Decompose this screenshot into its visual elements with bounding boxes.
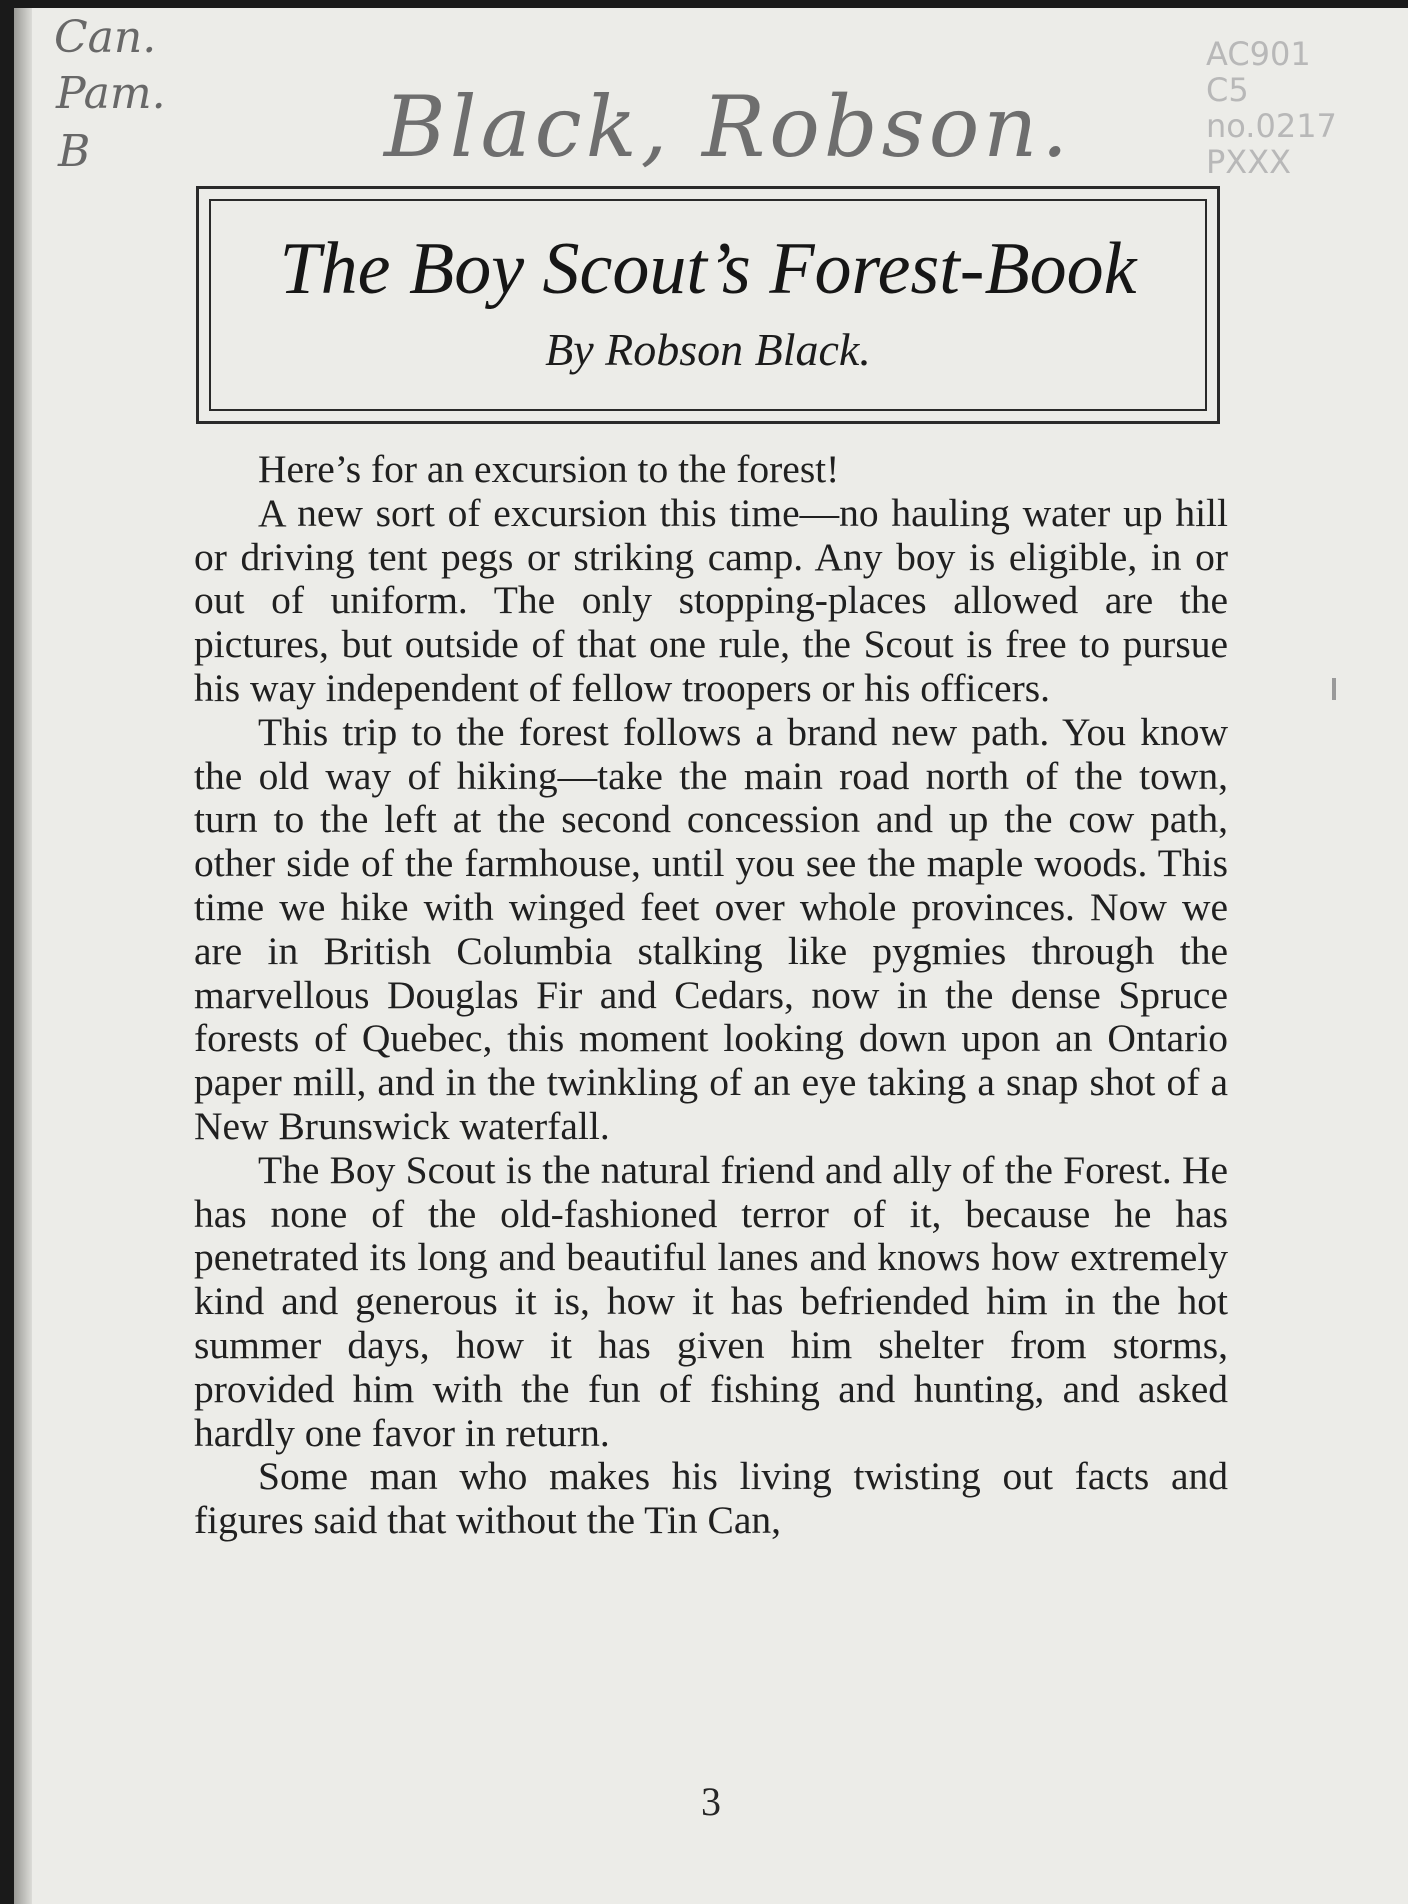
paragraph: Some man who makes his living twisting out facts and figures said that without the Tin Can,	[194, 1454, 1228, 1543]
handwritten-call-number-line2: Pam.	[56, 68, 166, 119]
page-number: 3	[701, 1779, 721, 1824]
margin-mark	[1332, 678, 1336, 700]
title-frame	[196, 186, 1220, 424]
handwritten-author-name: Black, Robson.	[384, 78, 1073, 176]
page-title: The Boy Scout’s Forest-Book	[279, 228, 1137, 310]
handwritten-call-number-line3: B	[58, 126, 91, 177]
author-byline: By Robson Black.	[545, 324, 871, 375]
paragraph: The Boy Scout is the natural friend and ally of the Forest. He has none of the old-fashioned terror of it, because he has penetrated its long and beautiful lanes and knows how extremely kind and generous it is, how it has befriended him in the hot summer days, how it has given him shelter from storms, provided him with the fun of fishing and hunting, and asked hardly one favor in return.	[194, 1147, 1228, 1455]
paragraph: A new sort of excursion this time—no hauling water up hill or driving tent pegs or striking camp. Any boy is eligible, in or out of uniform. The only stopping-places allowed are the pictures, but outside of that one rule, the Scout is free to pursue his way independent of fellow troopers or his officers.	[194, 490, 1228, 710]
classification-line: AC901	[1206, 35, 1311, 73]
spine-shadow	[14, 8, 32, 1904]
scanned-page	[14, 8, 1408, 1904]
paragraph: This trip to the forest follows a brand new path. You know the old way of hiking—take the main road north of the town, turn to the left at the second concession and up the cow path, other side of the farmhouse, until you see the maple woods. This time we hike with winged feet over whole provinces. Now we are in British Columbia stalking like pygmies through the marvellous Douglas Fir and Cedars, now in the dense Spruce forests of Quebec, this moment looking down upon an Ontario paper mill, and in the twinkling of an eye taking a snap shot of a New Brunswick waterfall.	[194, 709, 1228, 1148]
classification-line: PXXX	[1206, 143, 1292, 181]
classification-line: C5	[1206, 71, 1249, 109]
handwritten-call-number-line1: Can.	[54, 12, 157, 63]
paragraph: Here’s for an excursion to the forest!	[258, 447, 840, 491]
handwritten-classification	[1206, 36, 1337, 180]
classification-line: no.0217	[1206, 107, 1337, 145]
article-body	[194, 448, 1228, 1543]
